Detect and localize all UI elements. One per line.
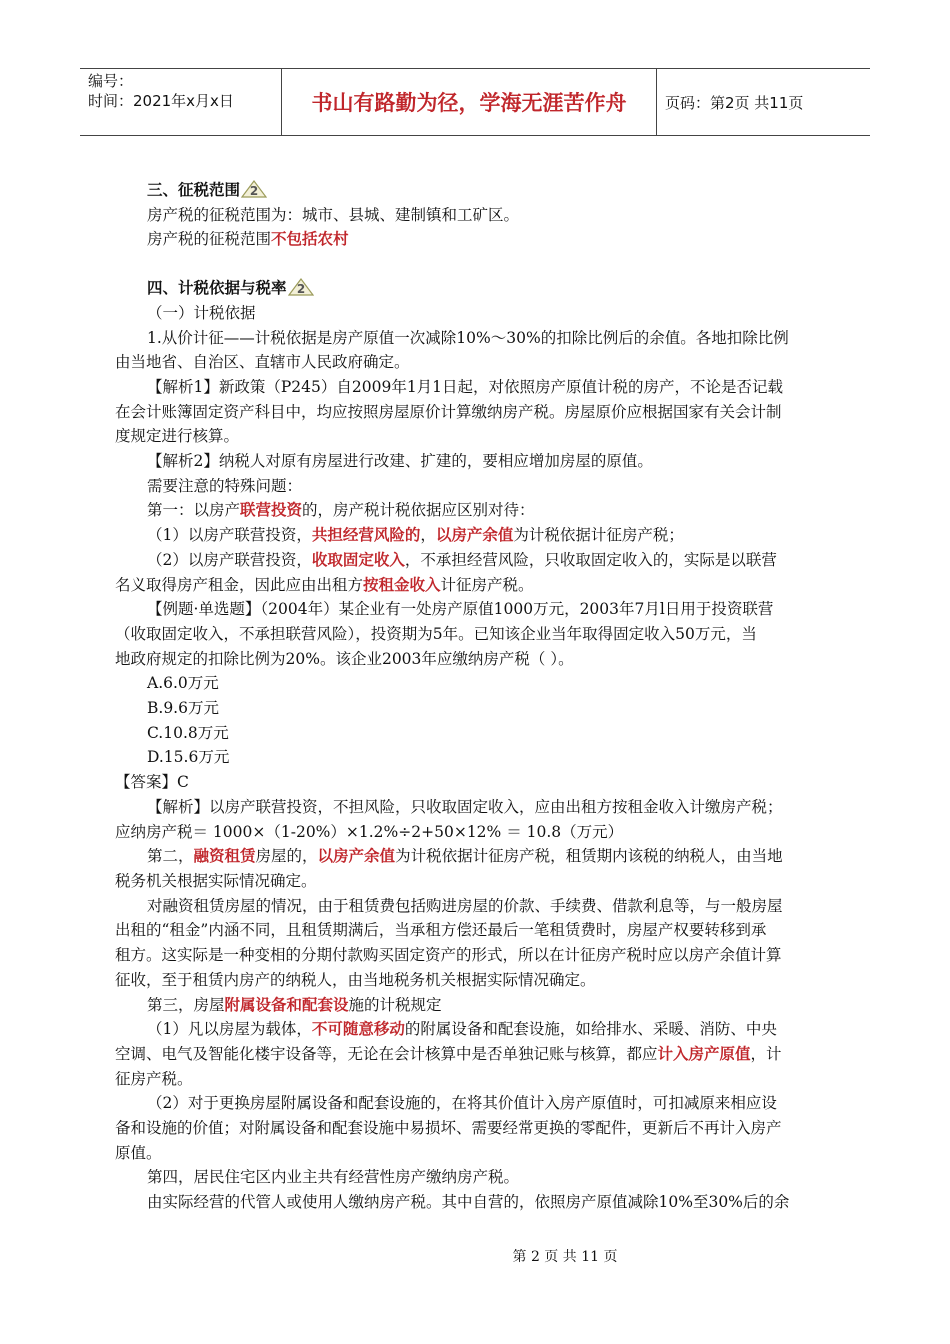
paragraph-line: 第一：以房产联营投资的，房产税计税依据应区别对待： bbox=[147, 500, 535, 520]
paragraph-line: 名义取得房产租金，因此应由出租方按租金收入计征房产税。 bbox=[115, 574, 534, 594]
answer: 【答案】C bbox=[115, 773, 189, 792]
paragraph-line: （2）以房产联营投资，收取固定收入，不承担经营风险，只收取固定收入的，实际是以联营 bbox=[147, 549, 777, 569]
paragraph-line: 征收，至于租赁内房产的纳税人，由当地税务机关根据实际情况确定。 bbox=[115, 970, 596, 989]
importance-badge-icon bbox=[288, 278, 314, 296]
analysis-line: 在会计账簿固定资产科目中，均应按照房屋原价计算缴纳房产税。房屋原价应根据国家有关会计制 bbox=[115, 402, 782, 421]
header-motto: 书山有路勤为径，学海无涯苦作舟 bbox=[282, 69, 657, 135]
option-a: A.6.0万元 bbox=[147, 674, 219, 693]
paragraph-line: 由实际经营的代管人或使用人缴纳房产税。其中自营的，依照房产原值减除10%至30%后的余 bbox=[147, 1193, 790, 1212]
badge-number: 2 bbox=[249, 184, 259, 198]
option-c: C.10.8万元 bbox=[147, 723, 229, 742]
paragraph-line: 租方。这实际是一种变相的分期付款购买固定资产的形式，所以在计征房产税时应以房产余值计算 bbox=[115, 946, 782, 965]
importance-badge-icon bbox=[241, 180, 267, 198]
subsection-title: （一）计税依据 bbox=[147, 303, 256, 322]
example-line: （收取固定收入，不承担联营风险），投资期为5年。已知该企业当年取得固定收入50万元，当 bbox=[115, 624, 757, 643]
header-meta bbox=[80, 69, 282, 135]
paragraph-line: 由当地省、自治区、直辖市人民政府确定。 bbox=[115, 353, 410, 372]
paragraph-line: 税务机关根据实际情况确定。 bbox=[115, 871, 317, 890]
paragraph: 房产税的征税范围为：城市、县城、建制镇和工矿区。 bbox=[147, 205, 520, 224]
answer-analysis-line: 【解析】以房产联营投资，不担风险，只收取固定收入，应由出租方按租金收入计缴房产税； bbox=[147, 797, 783, 816]
paragraph-line: 原值。 bbox=[115, 1143, 162, 1162]
example-line: 地政府规定的扣除比例为20%。该企业2003年应缴纳房产税（ ）。 bbox=[115, 649, 574, 668]
paragraph-line: （1）以房产联营投资，共担经营风险的，以房产余值为计税依据计征房产税； bbox=[147, 525, 684, 545]
paragraph-line: 对融资租赁房屋的情况，由于租赁费包括购进房屋的价款、手续费、借款利息等，与一般房屋 bbox=[147, 896, 783, 915]
badge-number: 2 bbox=[296, 282, 305, 297]
answer-analysis-line: 应纳房产税＝ 1000×（1-20%）×1.2%÷2+50×12% ＝ 10.8（万元） bbox=[115, 822, 624, 841]
paragraph-line: 第三，房屋附属设备和配套设施的计税规定 bbox=[147, 994, 442, 1014]
paragraph-line: 征房产税。 bbox=[115, 1069, 193, 1088]
paragraph-line: （1）凡以房屋为载体，不可随意移动的附属设备和配套设施，如给排水、采暖、消防、中央 bbox=[147, 1019, 777, 1039]
paragraph-line: 空调、电气及智能化楼宇设备等，无论在会计核算中是否单独记账与核算，都应计入房产原值，计 bbox=[115, 1043, 782, 1063]
document-body bbox=[115, 178, 837, 1215]
paragraph-line: 1.从价计征——计税依据是房产原值一次减除10%～30%的扣除比例后的余值。各地扣除比例 bbox=[147, 328, 789, 347]
page-footer: 第 2 页 共 11 页 bbox=[512, 1249, 618, 1265]
analysis-line: 度规定进行核算。 bbox=[115, 427, 240, 446]
section-3-title: 三、征税范围 2 bbox=[115, 178, 837, 203]
paragraph-line: 出租的“租金”内涵不同，且租赁期满后，当承租方偿还最后一笔租赁费时，房屋产权要转移到承 bbox=[115, 921, 767, 940]
paragraph-line: 备和设施的价值；对附属设备和配套设施中易损坏、需要经常更换的零配件，更新后不再计入房产 bbox=[115, 1119, 782, 1138]
paragraph-line: 第四，居民住宅区内业主共有经营性房产缴纳房产税。 bbox=[147, 1168, 520, 1187]
number-label: 编号： bbox=[88, 72, 134, 90]
highlight: 不包括农村 bbox=[271, 229, 349, 249]
option-d: D.15.6万元 bbox=[147, 748, 230, 767]
analysis-line: 【解析1】新政策（P245）自2009年1月1日起，对依照房产原值计税的房产，不论是否记载 bbox=[147, 377, 784, 396]
section-4-title: 四、计税依据与税率 2 bbox=[115, 276, 837, 301]
paragraph-line: （2）对于更换房屋附属设备和配套设施的，在将其价值计入房产原值时，可扣减原来相应设 bbox=[147, 1094, 777, 1113]
paragraph-line: 第二，融资租赁房屋的，以房产余值为计税依据计征房产税，租赁期内该税的纳税人，由当地 bbox=[147, 846, 783, 866]
example-line: 【例题·单选题】（2004年）某企业有一处房产原值1000万元，2003年7月l日用于投资联营 bbox=[147, 600, 774, 619]
analysis-line: 【解析2】纳税人对原有房屋进行改建、扩建的，要相应增加房屋的原值。 bbox=[147, 452, 653, 471]
header-page-label: 页码：第2页 共11页 bbox=[665, 93, 804, 112]
paragraph-line: 需要注意的特殊问题： bbox=[147, 476, 303, 495]
page-header bbox=[80, 68, 870, 136]
time-label: 时间：2021年x月x日 bbox=[88, 92, 234, 110]
option-b: B.9.6万元 bbox=[147, 699, 219, 718]
paragraph: 房产税的征税范围不包括农村 bbox=[147, 229, 349, 249]
